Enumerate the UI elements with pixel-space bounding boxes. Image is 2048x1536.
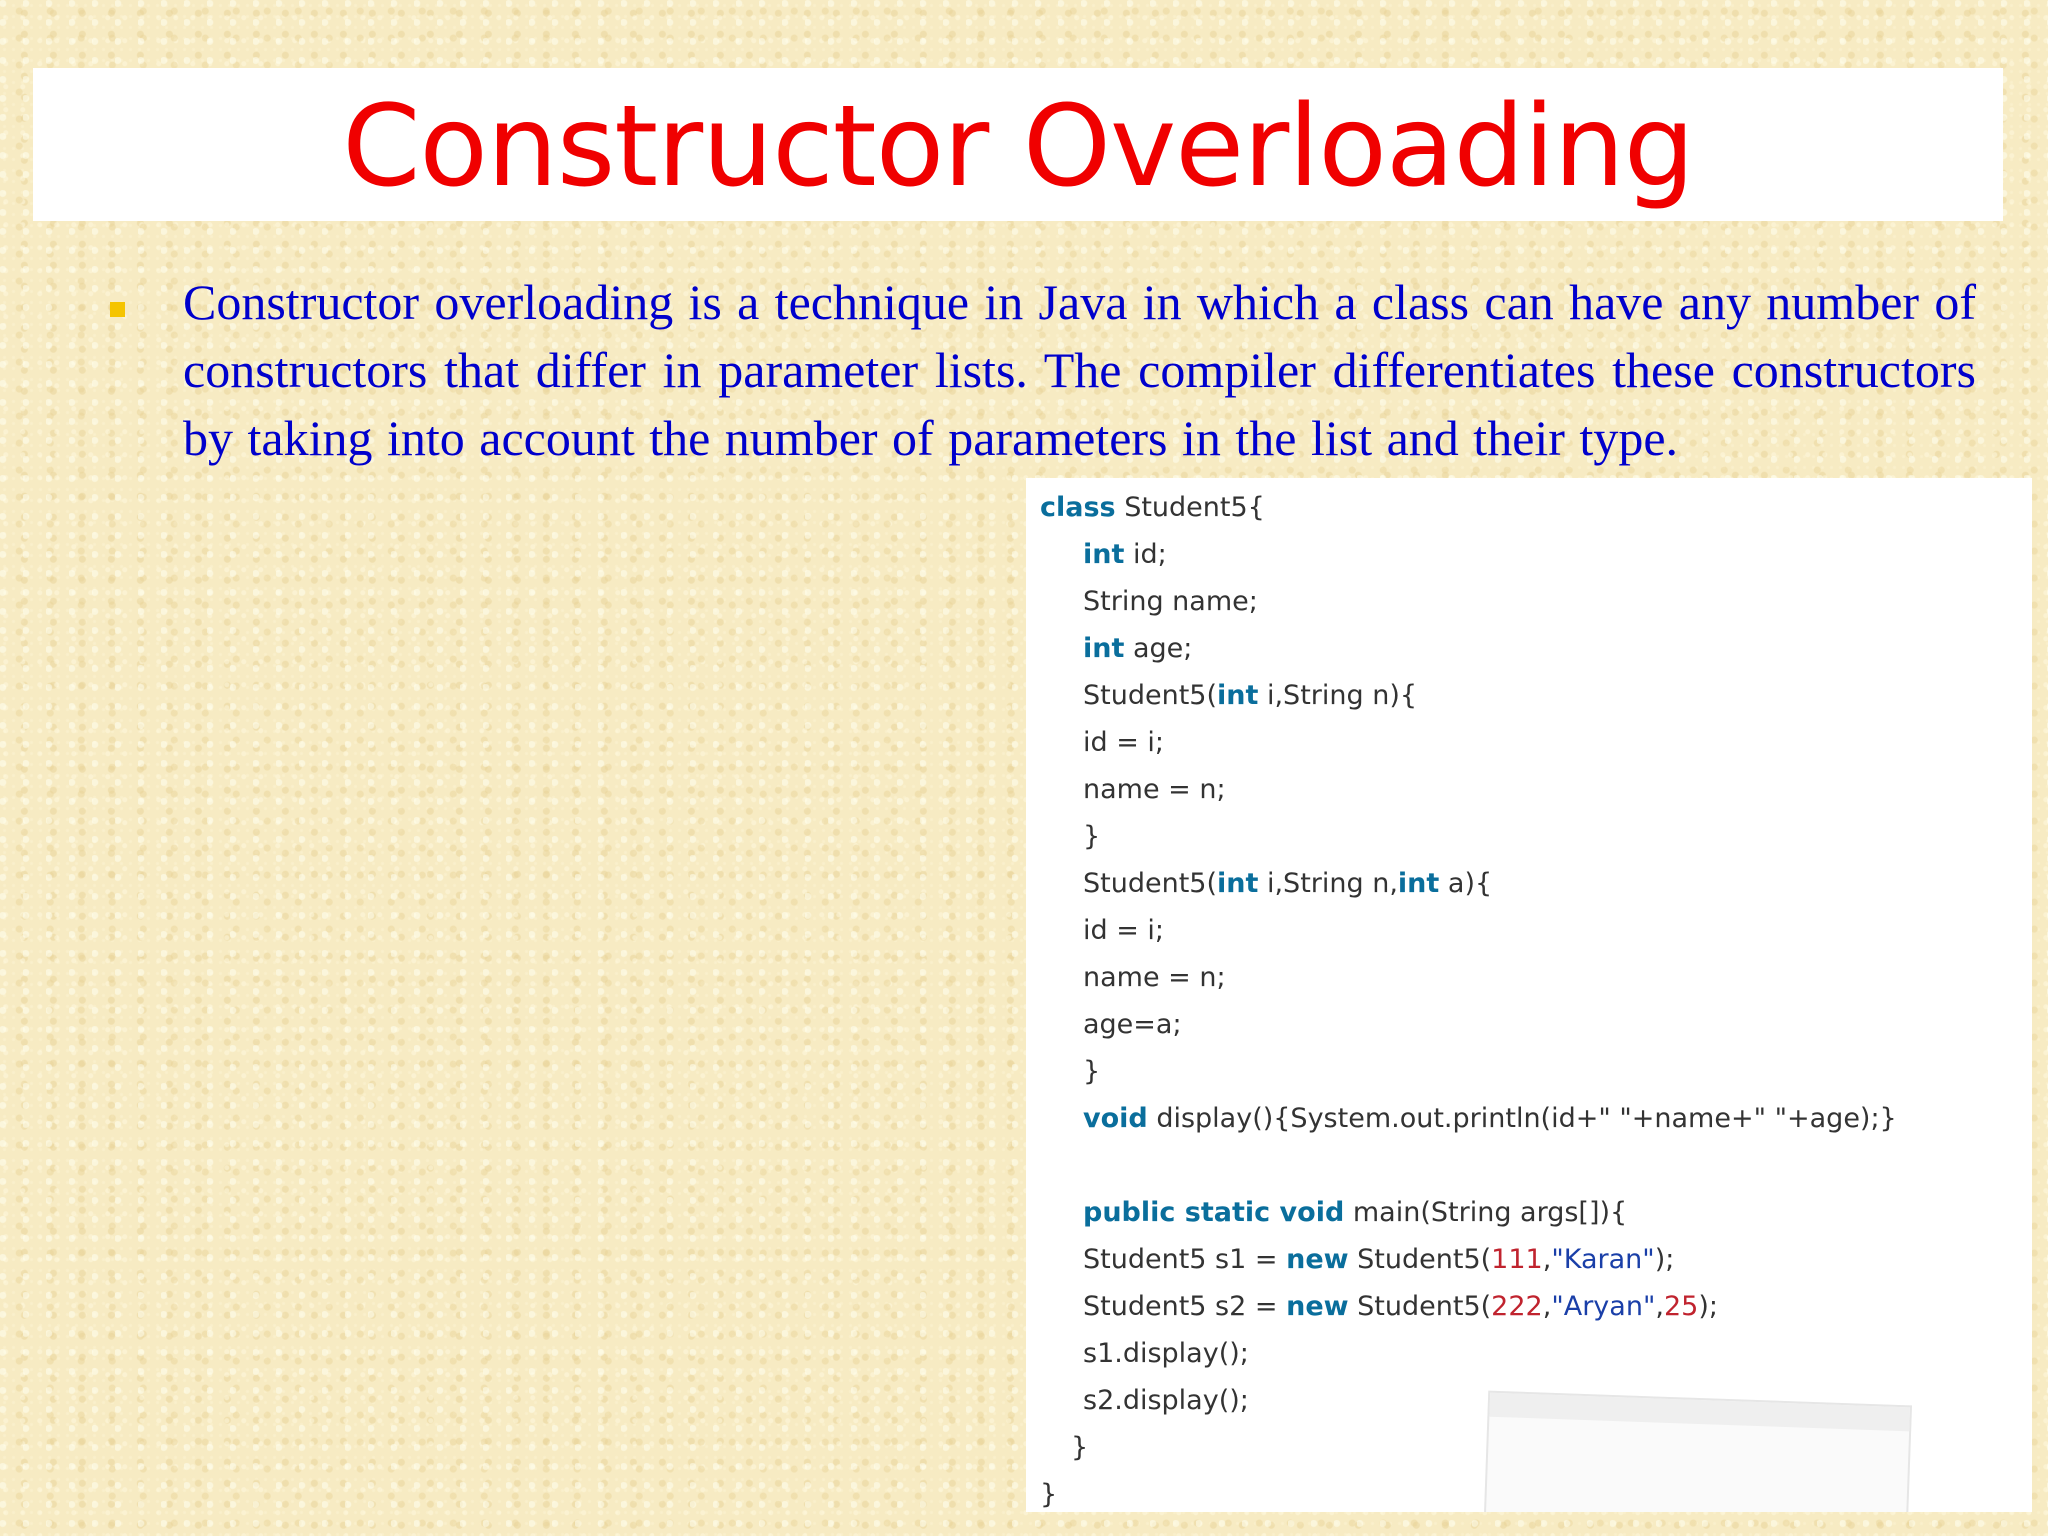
code-line: } bbox=[1083, 1056, 1101, 1087]
slide-title: Constructor Overloading bbox=[342, 81, 1694, 212]
body-paragraph: Constructor overloading is a technique in Java in which a class can have any number of constructors that differ in parameter lists. The compiler differentiates these constructors by taking into account the number of parameters in the list and their type. bbox=[183, 274, 1976, 466]
code-line: id = i; bbox=[1083, 915, 1165, 946]
code-line: String name; bbox=[1083, 586, 1258, 617]
code-line: Student5(int i,String n,int a){ bbox=[1083, 868, 1493, 899]
code-line: Student5(int i,String n){ bbox=[1083, 680, 1418, 711]
code-line: int age; bbox=[1083, 633, 1193, 664]
code-line: Student5 s1 = new Student5(111,"Karan"); bbox=[1083, 1244, 1675, 1275]
code-line: void display(){System.out.println(id+" "+name+" "+age);} bbox=[1083, 1103, 1897, 1134]
code-line: age=a; bbox=[1083, 1009, 1182, 1040]
bullet-marker bbox=[110, 302, 125, 317]
code-line: s1.display(); bbox=[1083, 1338, 1249, 1369]
title-bar bbox=[33, 68, 2003, 221]
code-line: } bbox=[1071, 1432, 1089, 1463]
code-line: int id; bbox=[1083, 539, 1167, 570]
code-line: class Student5{ bbox=[1040, 492, 1265, 523]
code-line: Student5 s2 = new Student5(222,"Aryan",25); bbox=[1083, 1291, 1718, 1322]
code-line: name = n; bbox=[1083, 962, 1226, 993]
code-line: name = n; bbox=[1083, 774, 1226, 805]
code-listing bbox=[1026, 478, 2032, 1512]
code-line: public static void main(String args[]){ bbox=[1083, 1197, 1628, 1228]
code-line: s2.display(); bbox=[1083, 1385, 1249, 1416]
faded-window-image bbox=[1484, 1391, 1912, 1512]
code-line: } bbox=[1083, 821, 1101, 852]
code-line: } bbox=[1040, 1479, 1058, 1510]
code-line: id = i; bbox=[1083, 727, 1165, 758]
